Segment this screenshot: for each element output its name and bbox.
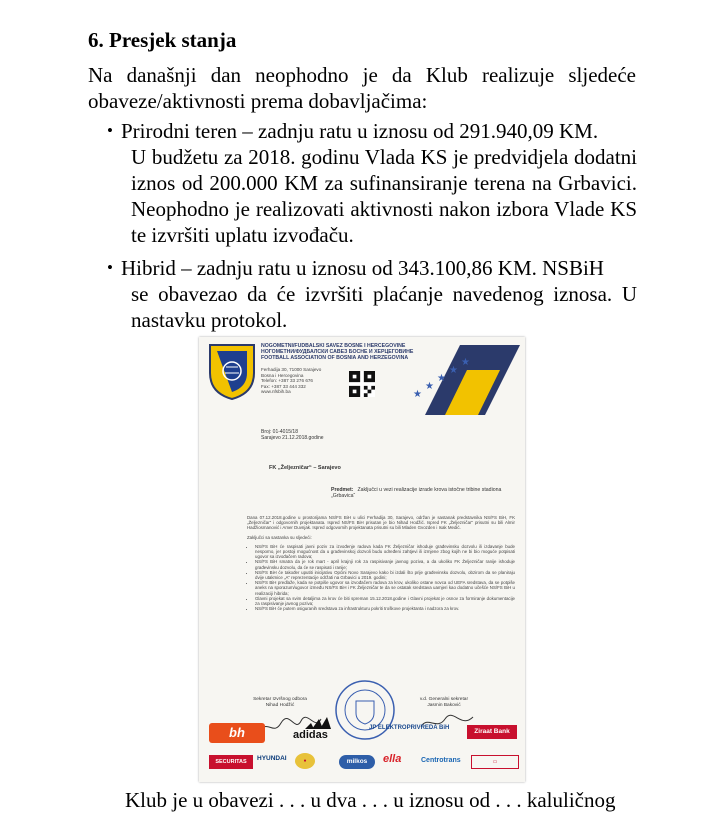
conclusion-item: • Glavni projekat sa svim detaljima za krov će biti spreman 15.12.2018.godine i Glavni projekat je osnov za formiranje dokumentacije za raspisivanje javnog poziva; xyxy=(255,596,515,606)
federation-address: Ferhadija 30, 71000 Sarajevo Bosna i Hercegovina Telefon: +387 33 276 676 Fax: +387 33 444 332 www.nfsbih.ba xyxy=(261,367,322,395)
svg-text:★: ★ xyxy=(425,381,434,392)
scanned-protocol-letter xyxy=(199,337,525,782)
letter-addressee: FK „Željezničar“ – Sarajevo xyxy=(269,465,341,471)
conclusion-item: • NS/FS BiH predlaže, kada se potpiše ugovor sa izvođačem radova za krov, ukoliko ostane novca od UEFA sredstava, da se potpiše aneks na sporazum/ugovor između NS/FS BiH i FK Željezničar te da se ostatak sredstava uamjeri kao dodatno učešće NS/FS BiH u realizaciji hibrida; xyxy=(255,580,515,596)
list-item-continuation: se obavezao da će izvršiti plaćanje navedenog iznosa. U nastavku protokol. xyxy=(131,282,637,332)
adidas-stripes-icon xyxy=(303,717,331,729)
conclusion-item: • NS/FS BiH će putem osiguranih sredstava za infrastrukturu pokriti troškove projektanta i nadzora za krov. xyxy=(255,606,515,611)
sponsor-ziraat-logo: Ziraat Bank xyxy=(467,725,517,739)
conclusion-item: • NS/FS BiH smatra da je rok mart - april krajnji rok za raspisivanje javnog poziva, a da ukoliko FK Željezničar ranije ishoduje građevinsku dozvolu, da će se raspisati i ranije; xyxy=(255,559,515,569)
federation-name: NOGOMETNI/FUDBALSKI SAVEZ BOSNE I HERCEGOVINE НОГОМЕТНИ/ФУДБАЛСКИ САВЕЗ БОСНЕ И ХЕРЦЕГОВИНЕ FOOTBALL ASSOCIATION OF BOSNIA AND HERZEGOVINA xyxy=(261,343,414,362)
sponsor-milkos-logo: milkos xyxy=(339,755,375,769)
intro-paragraph: Na današnji dan neophodno je da Klub realizuje sljedeće obaveze/aktivnosti prema dobavljačima: xyxy=(88,63,636,113)
decorative-stars-icon xyxy=(405,345,520,415)
sponsor-adidas-logo: adidas xyxy=(293,729,328,741)
sponsor-bh-logo: bh xyxy=(209,723,265,743)
svg-text:★: ★ xyxy=(449,365,458,376)
conclusion-item: • NS/FS BiH će raspisati javni poziv za izvođenje radova kada FK Željezničar ishoduje građevinsku dozvolu ili izdavanje bude nesporno, jer postoji mogućnost da u građevinskoj dozvoli budu određeni zahtjevi ili izmjene zbog kojih ne bi bio moguće potpisati ugovor sa izvođačem radova; xyxy=(255,544,515,560)
list-item xyxy=(107,118,637,248)
svg-text:★: ★ xyxy=(413,389,422,400)
obligations-list xyxy=(107,118,637,340)
svg-text:★: ★ xyxy=(461,357,470,368)
svg-text:★: ★ xyxy=(437,373,446,384)
list-item xyxy=(107,255,637,333)
list-item-continuation: U budžetu za 2018. godinu Vlada KS je predvidjela dodatni iznos od 200.000 KM za sufinansiranje terena na Grbavici. Neophodno je realizovati aktivnosti nakon izbora Vlade KS te izvršiti uplatu izvođaču. xyxy=(131,145,637,247)
letter-body: Dana 07.12.2018.godine u prostorijama NS/FS BiH u ulici Ferhadija 30, Sarajevo, održan je sastanak predstavnika NS/FS BiH, FK „Željezničar“ i odgovornih projektanata. Ispred NS/FS BiH prisutan je bio Nihad Hodžić. Ispred FK „Željezničar“ prisutni su bili Almir Hadžiosmanović i Amer Duvnjak. Ispred odgovornih projektanata prisutni su bili Mladen Gvozden i Isak Medić. Zaključci sa sastanka su sljedeći: • NS/FS BiH će raspisati javni poziv za izvođenje radova kada FK Željezničar ishoduje građevinsku dozvolu ili izdavanje bude nesporno, jer postoji mogućnost da u građevinskoj dozvoli budu određeni zahtjevi ili izmjene zbog kojih ne bi bio moguće potpisati ugovor sa izvođačem radova; • NS/FS BiH smatra da je rok mart - april krajnji rok za raspisivanje javnog poziva, a da ukoliko FK Željezničar ranije ishoduje građevinsku dozvolu, da će se raspisati i ranije; • NS/FS BiH će također uputiti inicijativu Općini Novo Sarajevo kako bi izdali što prije građevinsku dozvolu, obzirom da se planiraju dvije utakmice „A“ reprezentacije održati na Grbavici u 2019. godini; • NS/FS BiH predlaže, kada se potpiše ugovor sa izvođačem radova za krov, ukoliko ostane novca od UEFA sredstava, da se potpiše aneks na sporazum/ugovor između NS/FS BiH i FK Željezničar te da se ostatak sredstava uamjeri kao dodatno učešće NS/FS BiH u realizaciji hibrida; • Glavni projekat sa svim detaljima za krov će biti spreman 15.12.2018.godine i Glavni projekat je osnov za formiranje dokumentacije za raspisivanje javnog poziva; • NS/FS BiH će putem osiguranih sredstava za infrastrukturu pokriti troškove projektanta i nadzora za krov. xyxy=(247,515,515,611)
sponsor-hyundai-logo: HYUNDAI xyxy=(257,755,287,762)
sponsor-centrotrans-logo: Centrotrans xyxy=(421,757,461,764)
qr-code-icon xyxy=(349,371,375,397)
sponsor-elektroprivreda-logo: JP ELEKTROPRIVREDA BiH xyxy=(369,725,450,731)
conclusion-item: • NS/FS BiH će također uputiti inicijativu Općini Novo Sarajevo kako bi izdali što prije građevinsku dozvolu, obzirom da se planiraju dvije utakmice „A“ reprezentacije održati na Grbavici u 2019. godini; xyxy=(255,570,515,580)
letter-subject: Predmet: Zaključci u vezi realizacije izrade krova istočne tribine stadiona „Grbavica“ xyxy=(331,487,502,499)
signature-left: Sekretar Izvršnog odbora Nihad Hodžić xyxy=(253,697,307,708)
federation-crest-icon xyxy=(207,343,257,401)
bullet-icon: • xyxy=(107,258,113,277)
letter-reference: Broj: 01-4015/18 Sarajevo 21.12.2018.godine xyxy=(261,429,324,442)
sponsor-emblem-icon: ● xyxy=(295,753,315,769)
sponsor-last-logo: ▭ xyxy=(471,755,519,769)
sponsor-ella-logo: ella xyxy=(383,753,402,765)
official-seal-icon xyxy=(334,679,396,741)
list-item-first-line: Hibrid – zadnju ratu u iznosu od 343.100,86 KM. NSBiH xyxy=(121,256,604,280)
sponsor-securitas-logo: SECURITAS xyxy=(209,755,253,769)
section-heading: 6. Presjek stanja xyxy=(88,28,237,52)
list-item-first-line: Prirodni teren – zadnju ratu u iznosu od 291.940,09 KM. xyxy=(121,119,599,143)
signature-right: v.d. Generalni sekretar Jasmin Baković xyxy=(419,697,469,708)
cut-off-text-line: Klub je u obavezi . . . u dva . . . u iznosu od . . . kaluličnog xyxy=(125,788,616,812)
bullet-icon: • xyxy=(107,121,113,140)
